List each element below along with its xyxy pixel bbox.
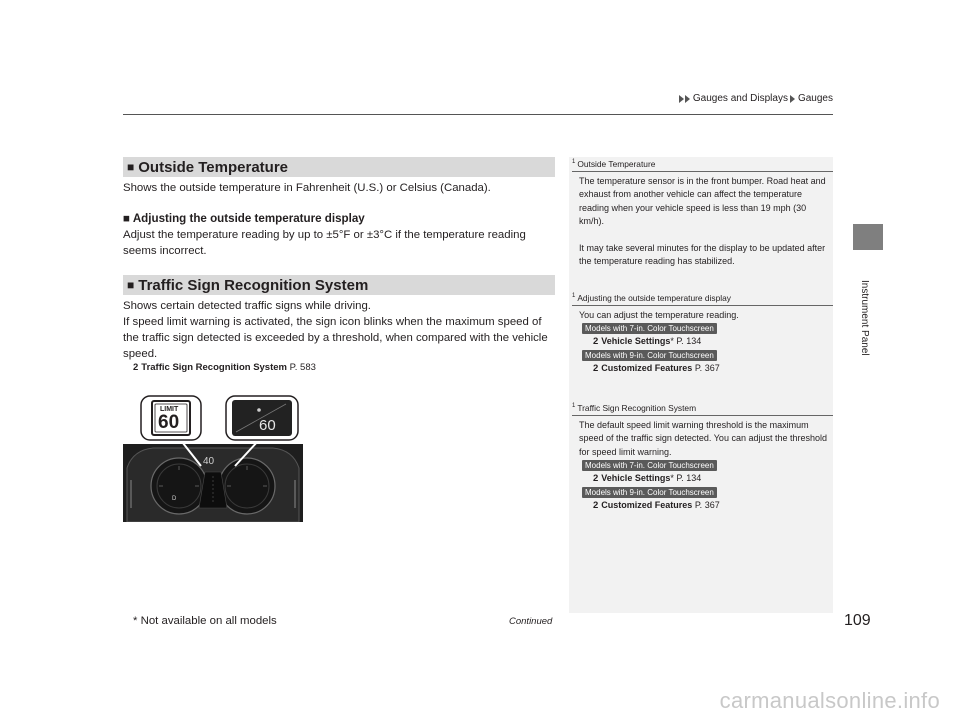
instrument-cluster-figure (123, 384, 303, 522)
note-marker-icon: 1 (572, 293, 576, 299)
traffic-sign-warning-description: If speed limit warning is activated, the sign icon blinks when the maximum speed of the traffic sign detected is exceeded by a threshold, when compared with the vehicle speed. (123, 316, 548, 360)
xref-vehicle-settings[interactable]: 2 Vehicle Settings* P. 134 (593, 473, 702, 484)
model-badge-9in: Models with 9-in. Color Touchscreen (582, 350, 717, 361)
note-title-traffic (572, 403, 696, 413)
xref-arrow-icon: 2 (593, 500, 599, 511)
instrument-cluster-illustration (123, 384, 303, 522)
square-bullet-icon: ■ (127, 160, 135, 174)
note-marker-icon: 1 (572, 403, 576, 409)
traffic-sign-description: Shows certain detected traffic signs while driving. (123, 300, 371, 312)
xref-label: Customized Features (601, 500, 693, 510)
xref-page: P. 367 (694, 500, 720, 510)
xref-page: P. 367 (694, 363, 720, 373)
section-heading-text: Outside Temperature (138, 158, 289, 176)
xref-arrow-icon: 2 (593, 336, 599, 347)
page-number: 109 (844, 612, 871, 629)
square-bullet-icon: ■ (127, 278, 135, 292)
subheading-text: Adjusting the outside temperature display (132, 212, 365, 225)
xref-label: Customized Features (601, 363, 693, 373)
note-title-outside-temp (572, 159, 655, 169)
breadcrumb-arrow-icon (679, 95, 684, 103)
breadcrumb-item[interactable]: Gauges (797, 93, 833, 104)
xref-label: Vehicle Settings (601, 473, 671, 483)
note-title-text: Outside Temperature (577, 159, 656, 169)
note-outside-temp-text2: It may take several minutes for the display to be updated after the temperature reading has stabilized. (579, 243, 826, 267)
xref-traffic-sign-system[interactable] (133, 362, 316, 373)
note-divider (572, 171, 833, 172)
xref-label: Vehicle Settings (601, 336, 671, 346)
model-badge-9in: Models with 9-in. Color Touchscreen (582, 487, 717, 498)
section-heading-outside-temperature (123, 157, 555, 177)
speed-limit-sign-label: LIMIT (160, 406, 179, 413)
watermark: carmanualsonline.info (719, 688, 940, 713)
speed-limit-sign-number: 60 (158, 412, 180, 433)
xref-arrow-icon: 2 (593, 473, 599, 484)
section-heading-traffic-sign (123, 275, 555, 295)
note-title-text: Adjusting the outside temperature display (577, 293, 731, 303)
chapter-tab-label: Instrument Panel (859, 280, 870, 356)
xref-page: P. 583 (289, 362, 316, 373)
square-bullet-icon: ■ (123, 212, 131, 225)
chapter-tab-marker (853, 224, 883, 250)
section-heading-text: Traffic Sign Recognition System (138, 276, 369, 294)
continued-label: Continued (509, 616, 553, 627)
footnote-availability: * Not available on all models (133, 615, 277, 627)
xref-page: P. 134 (676, 336, 702, 346)
cluster-speed-readout: 40 (203, 456, 215, 467)
xref-customized-features[interactable] (593, 500, 720, 511)
xref-vehicle-settings[interactable]: 2 Vehicle Settings* P. 134 (593, 336, 702, 347)
note-adjusting-text: You can adjust the temperature reading. (579, 310, 739, 320)
note-marker-icon: 1 (572, 159, 576, 165)
breadcrumb-item[interactable]: Gauges and Displays (692, 93, 788, 104)
note-divider (572, 415, 833, 416)
subheading-adjusting-temp (123, 212, 365, 225)
note-traffic-text: The default speed limit warning threshold is the maximum speed of the traffic sign detected. You can adjust the threshold for speed limit warning. (579, 420, 828, 457)
xref-customized-features[interactable] (593, 363, 720, 374)
note-title-text: Traffic Sign Recognition System (577, 403, 697, 413)
breadcrumb-arrow-icon (790, 95, 795, 103)
model-badge-7in: Models with 7-in. Color Touchscreen (582, 460, 717, 471)
note-title-adjusting (572, 293, 731, 303)
note-outside-temp-text1: The temperature sensor is in the front bumper. Road heat and exhaust from another vehicle can affect the temperature reading when your vehicle speed is less than 19 mph (30 km/h). (579, 176, 826, 227)
outside-temp-description: Shows the outside temperature in Fahrenheit (U.S.) or Celsius (Canada). (123, 182, 491, 194)
xref-label: Traffic Sign Recognition System (141, 362, 287, 373)
cluster-gear-indicator: D (172, 496, 177, 502)
breadcrumb-arrow-icon (685, 95, 690, 103)
xref-page: P. 134 (676, 473, 702, 483)
xref-arrow-icon: 2 (133, 362, 139, 373)
note-divider (572, 305, 833, 306)
model-badge-7in: Models with 7-in. Color Touchscreen (582, 323, 717, 334)
sign-icon-number: 60 (259, 417, 276, 434)
breadcrumb (679, 93, 833, 104)
header-divider (123, 114, 833, 115)
adjust-temp-description: Adjust the temperature reading by up to ±5°F or ±3°C if the temperature reading seems incorrect. (123, 229, 526, 257)
xref-arrow-icon: 2 (593, 363, 599, 374)
